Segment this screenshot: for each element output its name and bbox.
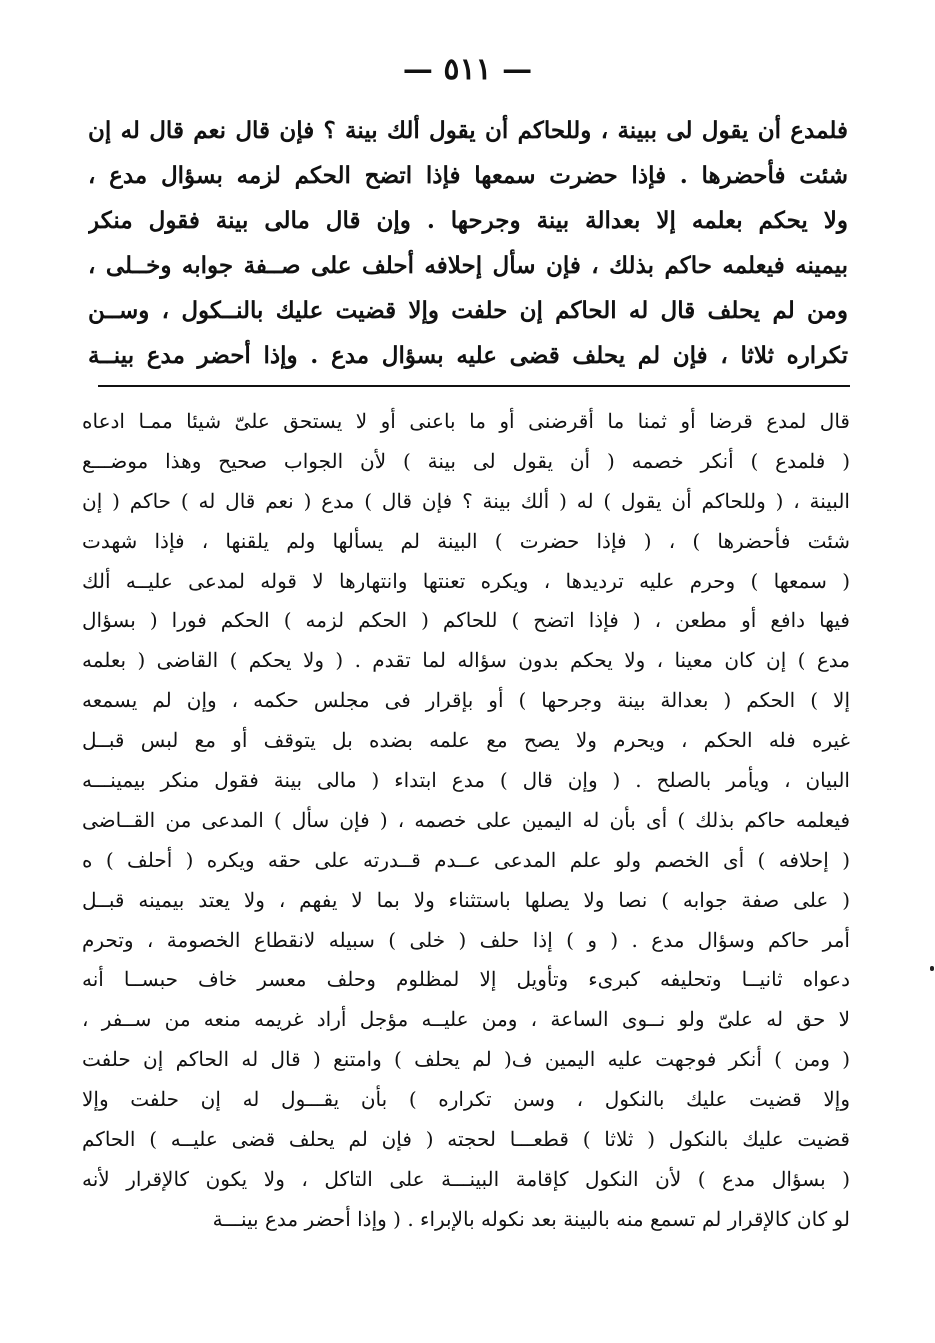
- main-text-line: تكراره ثلاثا ، فإن لم يحلف قضى عليه بسؤال مدع . وإذا أحضر مدع بينــة: [88, 342, 848, 369]
- commentary-line: ( سمعها ) وحرم عليه ترديدها ، ويكره تعنتها وانتهارها لا قوله لمدعى عليــه ألك: [82, 568, 850, 593]
- main-text-line: شئت فأحضرها . فإذا حضرت سمعها فإذا اتضح الحكم لزمه بسؤال مدع ،: [88, 162, 848, 189]
- main-text-block: [88, 108, 848, 378]
- commentary-line: ( إحلافه ) أى الخصم ولو علم المدعى عــدم قــدرته على حقه ويكره ( أحلف ) ه: [82, 847, 850, 872]
- commentary-line: قضيت عليك بالنكول ( ثلاثا ) قطعـــا لحجته ( فإن لم يحلف قضى عليــه ) الحاكم: [82, 1127, 850, 1152]
- main-text-line: بيمينه فيعلمه حاكم بذلك ، فإن سأل إحلافه أحلف على صــفة جوابه وخــلى ،: [88, 252, 848, 279]
- commentary-line: شئت فأحضرها ) ، ( فإذا حضرت ) البينة لم يسألها ولم يلقنها ، فإذا شهدت: [82, 528, 850, 553]
- commentary-line: ( بسؤال مدع ) لأن النكول كإقامة البينـــة على التاكل ، ولا يكون كالإقرار لأنه: [82, 1166, 850, 1191]
- commentary-line: البينة ، ( وللحاكم أن يقول ) له ( ألك بينة ؟ فإن قال ) مدع ( نعم قال له ) حاكم ( إن: [82, 488, 850, 513]
- commentary-line: ( على صفة جوابه ) نصا ولا يصلها باستثناء ولا بما لا يفهم ، ولا يعتد بيمينه قبــل: [82, 887, 850, 912]
- commentary-line: لا حق له علىّ ولو نــوى الساعة ، ومن عليــه مؤجل أراد غريمه منعه من ســفر ،: [82, 1007, 850, 1032]
- main-text-line: ولا يحكم بعلمه إلا بعدالة بينة وجرحها . وإن قال مالى بينة فقول منكر: [88, 207, 848, 234]
- main-text-line: ومن لم يحلف قال له الحاكم إن حلفت وإلا قضيت عليك بالنــكول ، وســن: [88, 297, 848, 324]
- section-divider: [98, 385, 850, 387]
- commentary-line: أمر حاكم وسؤال مدع . ( و ) إذا حلف ( خلى ) سبيله لانقطاع الخصومة ، وتحرم: [82, 927, 850, 952]
- commentary-line: وإلا قضيت عليك بالنكول ، وسن تكراره ) بأن يقـــول له إن حلفت وإلا: [82, 1087, 850, 1112]
- commentary-line: ( فلمدع ) أنكر خصمه ( أن يقول لى بينة ) لأن الجواب صحيح وهذا موضـــع: [82, 448, 850, 473]
- commentary-line: فيعلمه حاكم بذلك ) أى بأن له اليمين على خصمه ، ( فإن سأل ) المدعى من القــاضى: [82, 807, 850, 832]
- main-text-line: فلمدع أن يقول لى ببينة ، وللحاكم أن يقول ألك بينة ؟ فإن قال نعم قال له إن: [88, 117, 848, 144]
- margin-mark: [930, 966, 934, 971]
- commentary-line: قال لمدع قرضا أو ثمنا ما أقرضنى أو ما باعنى أو لا يستحق علىّ شيئا ممـا ادعاه: [82, 409, 850, 433]
- commentary-line: دعواه ثانيــا وتحليفه كبرىء وتأويل إلا لمظلوم وحلف معسر خاف حبســا أنه: [82, 967, 850, 992]
- commentary-line: غيره فله الحكم ، ويحرم ولا يصح مع علمه بضده بل يتوقف أو مع لبس قبــل: [82, 728, 850, 753]
- page-number: — ٥١١ —: [402, 52, 533, 87]
- commentary-line: لو كان كالإقرار لم تسمع منه بالبينة بعد نكوله بالإبراء . ( وإذا أحضر مدع بينـــة: [212, 1206, 850, 1231]
- commentary-line: إلا ) الحكم ( بعدالة بينة وجرحها ) أو بإقرار فى مجلس حكمه ، وإن لم يسمعه: [82, 688, 850, 713]
- commentary-text-block: [82, 402, 850, 1240]
- commentary-line: البيان ، ويأمر بالصلح . ( وإن قال ) مدع ابتداء ( مالى بينة فقول منكر بيمينـــه: [82, 768, 850, 793]
- commentary-line: مدع ) إن كان معينا ، ولا يحكم بدون سؤاله لما تقدم . ( ولا يحكم ) القاضى ( بعلمه: [82, 648, 850, 673]
- commentary-line: ( ومن ) أنكر فوجهت عليه اليمين ف( لم يحلف ) وامتنع ( قال له الحاكم إن حلفت: [82, 1047, 850, 1072]
- commentary-line: فيها دافع أو مطعن ، ( فإذا اتضح ) للحاكم ( الحكم لزمه ) الحكم فورا ( بسؤال: [82, 608, 850, 633]
